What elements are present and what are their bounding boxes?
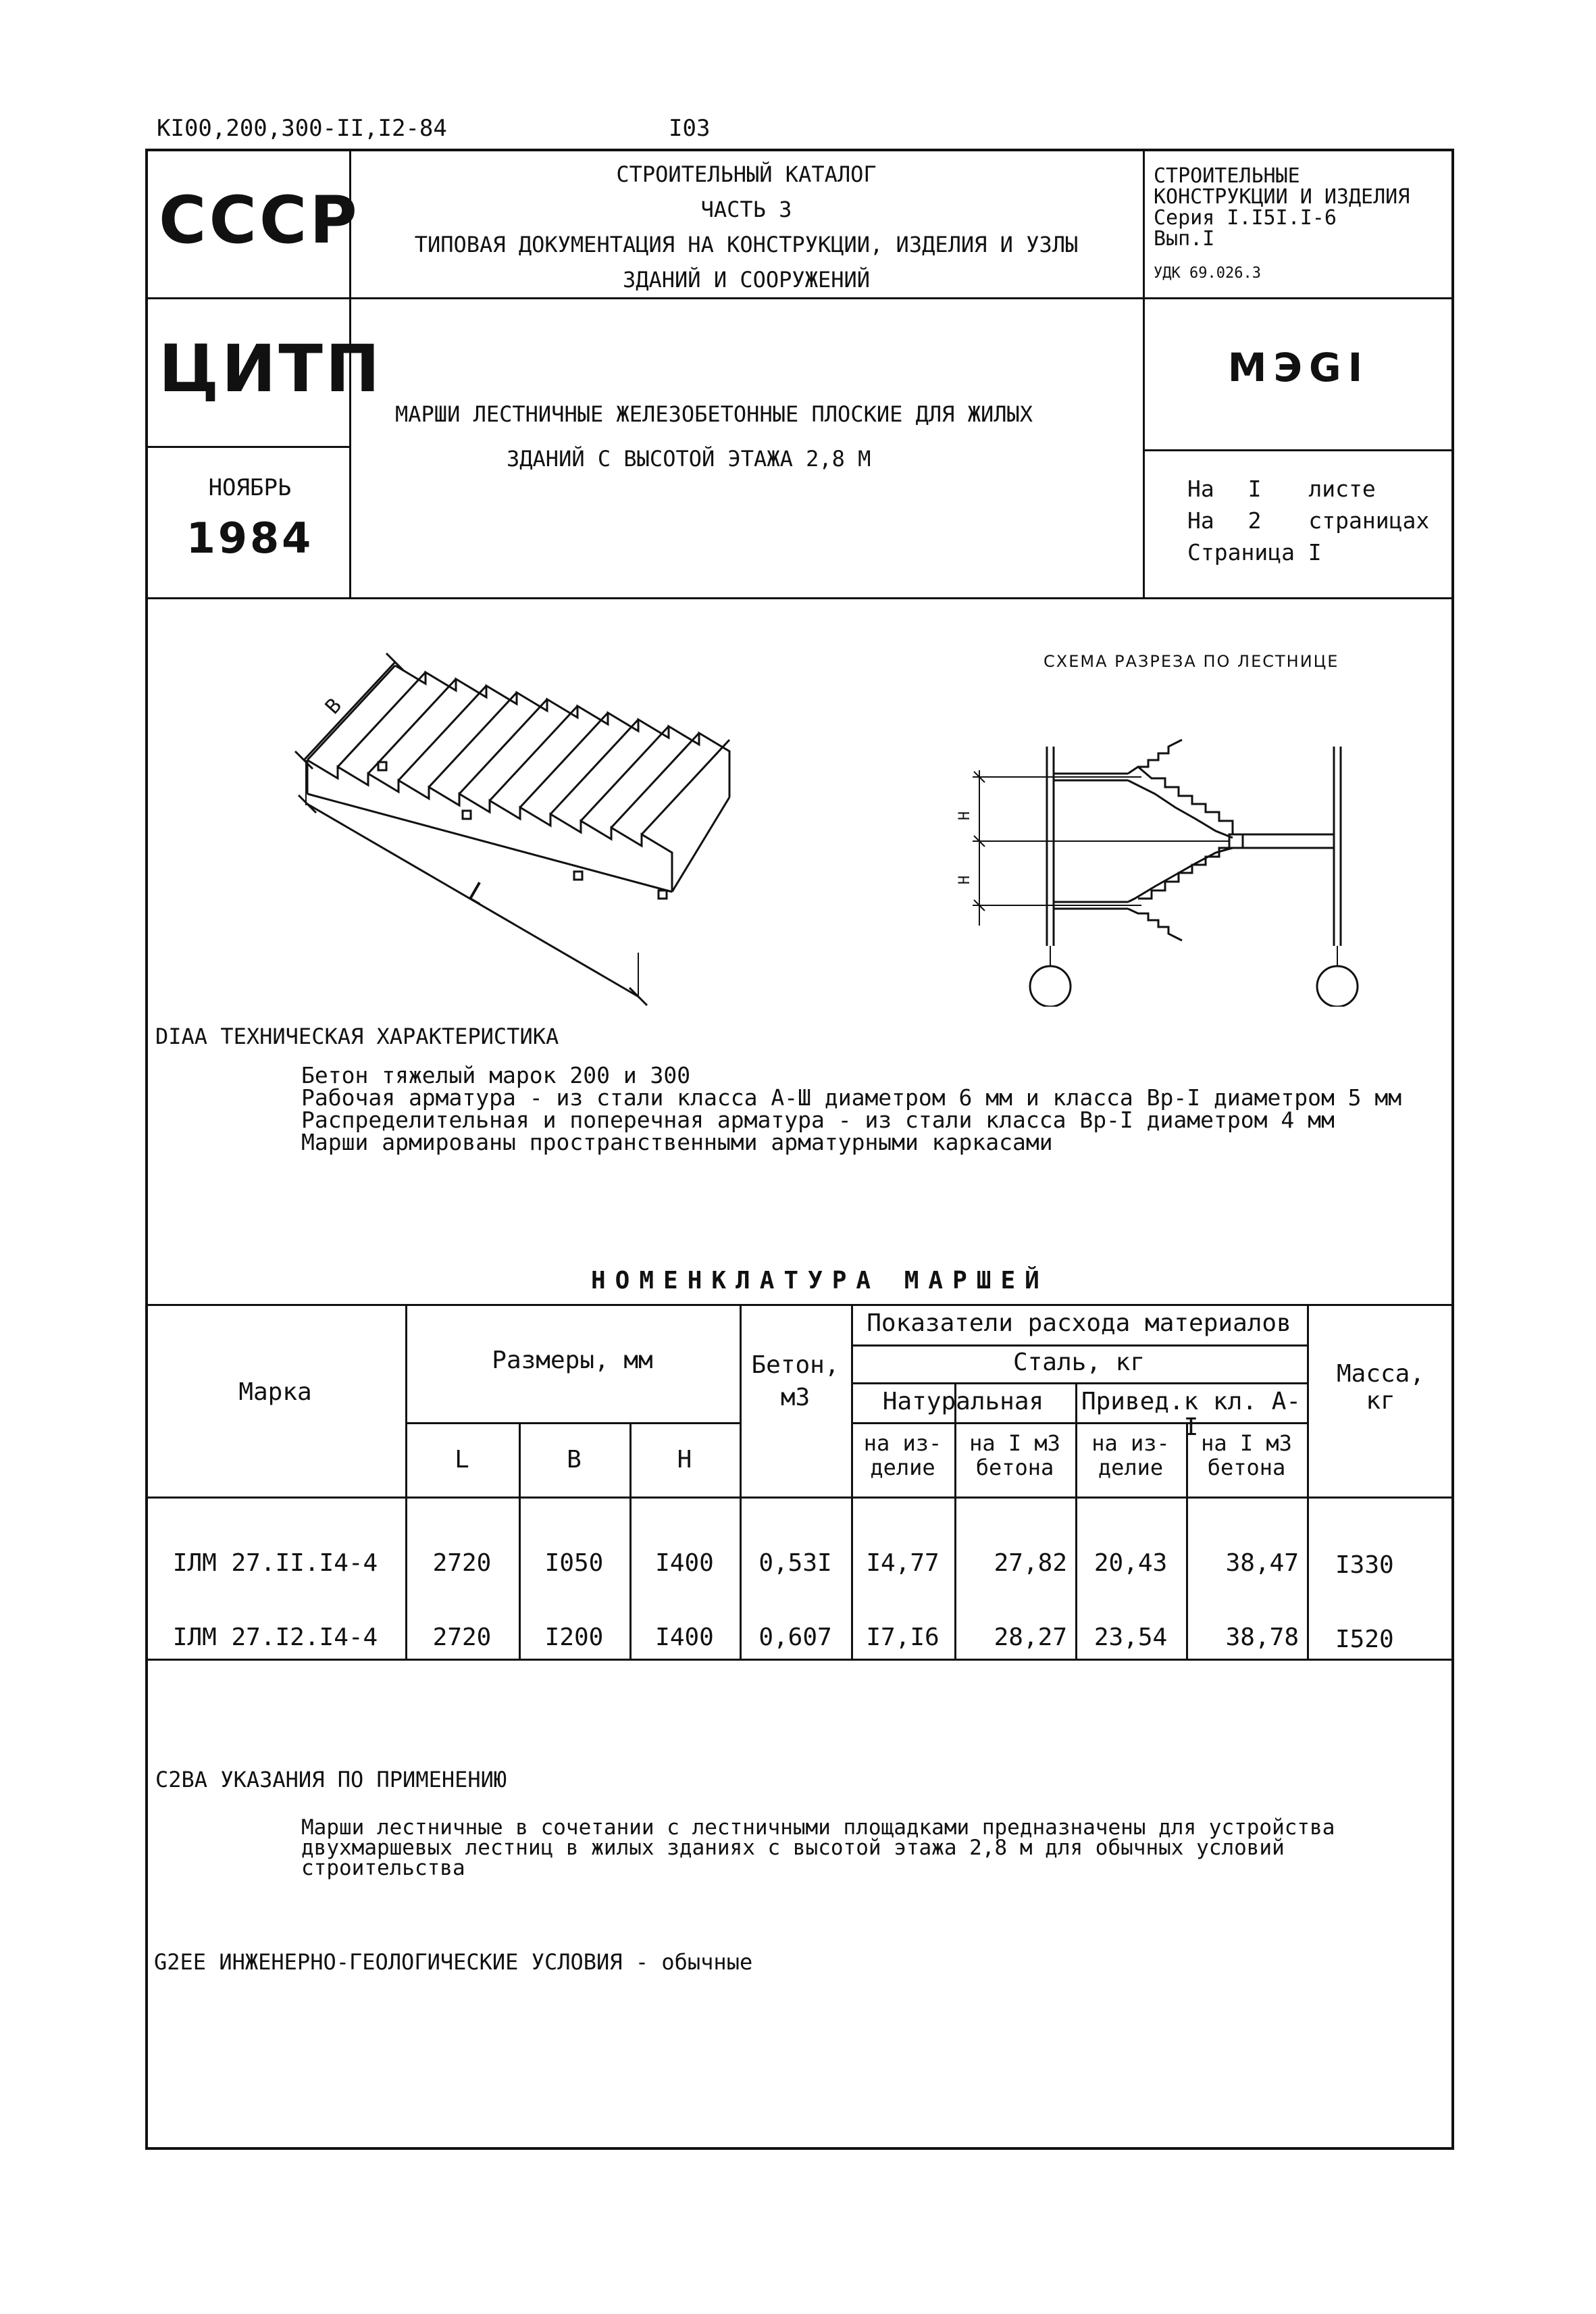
sheets-label: листе <box>1308 476 1376 502</box>
tech-line-3: Распределительная и поперечная арматура - из стали класса Вр-I диаметром 4 мм <box>301 1107 1335 1133</box>
catalog-line-3: ТИПОВАЯ ДОКУМЕНТАЦИЯ НА КОНСТРУКЦИИ, ИЗДЕЛИЯ И УЗЛЫ <box>414 232 1079 257</box>
product-title-line-2: ЗДАНИЙ С ВЫСОТОЙ ЭТАЖА 2,8 М <box>507 446 871 472</box>
org-citp: ЦИТП <box>159 331 383 407</box>
stair-front-profile <box>307 760 672 892</box>
table-bottom-line <box>145 1659 1454 1661</box>
cell-red-m3: 38,78 <box>1225 1624 1299 1651</box>
product-code: МЭGI <box>1227 345 1370 391</box>
series-info <box>1154 166 1451 284</box>
dimension-label-b: В <box>320 694 347 719</box>
cell-mark: IЛМ 27.I2.I4-4 <box>172 1624 378 1651</box>
tech-line-1: Бетон тяжелый марок 200 и 300 <box>301 1062 691 1088</box>
usage-heading: C2BA УКАЗАНИЯ ПО ПРИМЕНЕНИЮ <box>155 1767 507 1792</box>
cell-l: 2720 <box>432 1549 492 1577</box>
table-top-line <box>145 1304 1454 1306</box>
cell-concrete: 0,53I <box>758 1549 832 1577</box>
header-red-item <box>1075 1431 1186 1480</box>
col-line-6 <box>954 1382 956 1659</box>
cell-nat-item: I7,I6 <box>866 1624 939 1651</box>
header-nat-item <box>851 1431 954 1480</box>
pages-prefix: На <box>1187 507 1214 534</box>
current-page: Страница I <box>1187 539 1322 565</box>
cell-mass: I520 <box>1335 1626 1394 1653</box>
header-divider-right <box>1143 149 1145 598</box>
header-nat-m3-2: бетона <box>975 1455 1054 1480</box>
header-mass: Масса, <box>1336 1360 1425 1388</box>
udk-code: УДК 69.026.3 <box>1154 265 1261 282</box>
header-indicators: Показатели расхода материалов <box>867 1309 1291 1337</box>
sheets-prefix: На <box>1187 476 1214 502</box>
product-title <box>365 392 1135 481</box>
section-scheme-title: СХЕМА РАЗРЕЗА ПО ЛЕСТНИЦЕ <box>1044 652 1339 671</box>
header-red-m3-2: бетона <box>1207 1455 1286 1480</box>
cell-h: I400 <box>655 1549 714 1577</box>
page-number: I03 <box>669 115 711 142</box>
cell-red-m3: 38,47 <box>1225 1549 1299 1577</box>
series-line-1: СТРОИТЕЛЬНЫЕ <box>1154 164 1300 188</box>
usage-paragraph <box>301 1817 1449 1878</box>
series-line-4: Вып.I <box>1154 227 1215 251</box>
cell-b: I200 <box>544 1624 604 1651</box>
document-code: КI00,200,300-II,I2-84 <box>157 115 447 142</box>
cell-red-item: 23,54 <box>1093 1624 1168 1651</box>
org-ussr: СССР <box>159 182 360 258</box>
header-nat-item-2: делие <box>870 1455 935 1480</box>
header-nat-item-1: на из- <box>863 1430 942 1456</box>
header-natural: Натуральная <box>882 1388 1044 1415</box>
col-line-9 <box>1307 1304 1309 1659</box>
cell-concrete: 0,607 <box>758 1624 832 1651</box>
usage-line-3: строительства <box>301 1856 465 1880</box>
table-line-steel <box>851 1344 1307 1347</box>
series-line-2: КОНСТРУКЦИИ И ИЗДЕЛИЯ <box>1154 185 1410 209</box>
series-line-3: Серия I.I5I.I-6 <box>1154 206 1337 230</box>
sheets-row <box>1187 473 1429 505</box>
header-mark: Марка <box>238 1378 312 1406</box>
header-row-line-3 <box>1143 449 1454 451</box>
table-title: НОМЕНКЛАТУРА МАРШЕЙ <box>591 1267 1049 1294</box>
publication-year: 1984 <box>186 513 314 563</box>
header-red-item-1: на из- <box>1091 1430 1170 1456</box>
header-concrete-unit: м3 <box>780 1384 810 1411</box>
tech-paragraph <box>301 1064 1449 1153</box>
table-header-bottom <box>145 1496 1454 1499</box>
catalog-line-2: ЧАСТЬ 3 <box>700 197 792 222</box>
header-concrete: Бетон, <box>751 1351 840 1379</box>
cell-b: I050 <box>544 1549 604 1577</box>
sheets-count: I <box>1247 476 1262 502</box>
header-b: В <box>567 1446 582 1474</box>
geo-conditions: G2EE ИНЖЕНЕРНО-ГЕОЛОГИЧЕСКИЕ УСЛОВИЯ - обычные <box>154 1949 753 1975</box>
catalog-line-4: ЗДАНИЙ И СООРУЖЕНИЙ <box>622 267 871 293</box>
publication-month: НОЯБРЬ <box>208 474 292 501</box>
table-line-sizes <box>405 1422 740 1424</box>
pages-label: страницах <box>1308 507 1430 534</box>
tech-line-4: Марши армированы пространственными арматурными каркасами <box>301 1129 1053 1155</box>
header-nat-m3 <box>954 1431 1075 1480</box>
header-sizes: Размеры, мм <box>492 1347 653 1374</box>
height-label-upper: Н <box>956 811 974 821</box>
catalog-title <box>351 157 1141 297</box>
sheet-info <box>1187 473 1429 568</box>
pages-row <box>1187 505 1429 536</box>
header-row-line-1 <box>145 297 1454 299</box>
header-bottom-line <box>145 597 1454 599</box>
catalog-line-1: СТРОИТЕЛЬНЫЙ КАТАЛОГ <box>616 161 877 187</box>
header-reduced: Привед.к кл. А-I <box>1081 1388 1302 1441</box>
stair-section-scheme <box>959 736 1391 1007</box>
cell-mass: I330 <box>1335 1551 1394 1579</box>
table-line-nat <box>851 1382 1307 1384</box>
stair-flight-drawing <box>284 635 851 1013</box>
header-nat-m3-1: на I м3 <box>969 1430 1060 1456</box>
tech-heading: DIAA ТЕХНИЧЕСКАЯ ХАРАКТЕРИСТИКА <box>155 1024 559 1049</box>
header-mass-unit: кг <box>1366 1387 1395 1415</box>
dimension-label-l: L <box>463 876 492 911</box>
pages-count: 2 <box>1247 507 1262 534</box>
cell-l: 2720 <box>432 1624 492 1651</box>
header-red-item-2: делие <box>1098 1455 1164 1480</box>
cell-mark: IЛМ 27.II.I4-4 <box>172 1549 378 1577</box>
cell-nat-m3: 28,27 <box>994 1624 1067 1651</box>
cell-nat-item: I4,77 <box>866 1549 939 1577</box>
usage-line-2: двухмаршевых лестниц в жилых зданиях с высотой этажа 2,8 м для обычных условий <box>301 1836 1285 1860</box>
header-red-m3-1: на I м3 <box>1201 1430 1292 1456</box>
dimension-line-b <box>304 662 395 760</box>
header-steel: Сталь, кг <box>1012 1349 1145 1376</box>
tech-line-2: Рабочая арматура - из стали класса А-Ш диаметром 6 мм и класса Вр-I диаметром 5 мм <box>301 1084 1402 1111</box>
cell-nat-m3: 27,82 <box>994 1549 1067 1577</box>
header-h: Н <box>677 1446 692 1474</box>
header-red-m3 <box>1186 1431 1307 1480</box>
usage-line-1: Марши лестничные в сочетании с лестничными площадками предназначены для устройства <box>301 1815 1335 1840</box>
cell-h: I400 <box>655 1624 714 1651</box>
height-label-lower: Н <box>956 875 974 885</box>
header-l: L <box>455 1446 469 1474</box>
cell-red-item: 20,43 <box>1093 1549 1168 1577</box>
header-row-line-2 <box>145 446 349 448</box>
product-title-line-1: МАРШИ ЛЕСТНИЧНЫЕ ЖЕЛЕЗОБЕТОННЫЕ ПЛОСКИЕ ДЛЯ ЖИЛЫХ <box>395 401 1033 427</box>
